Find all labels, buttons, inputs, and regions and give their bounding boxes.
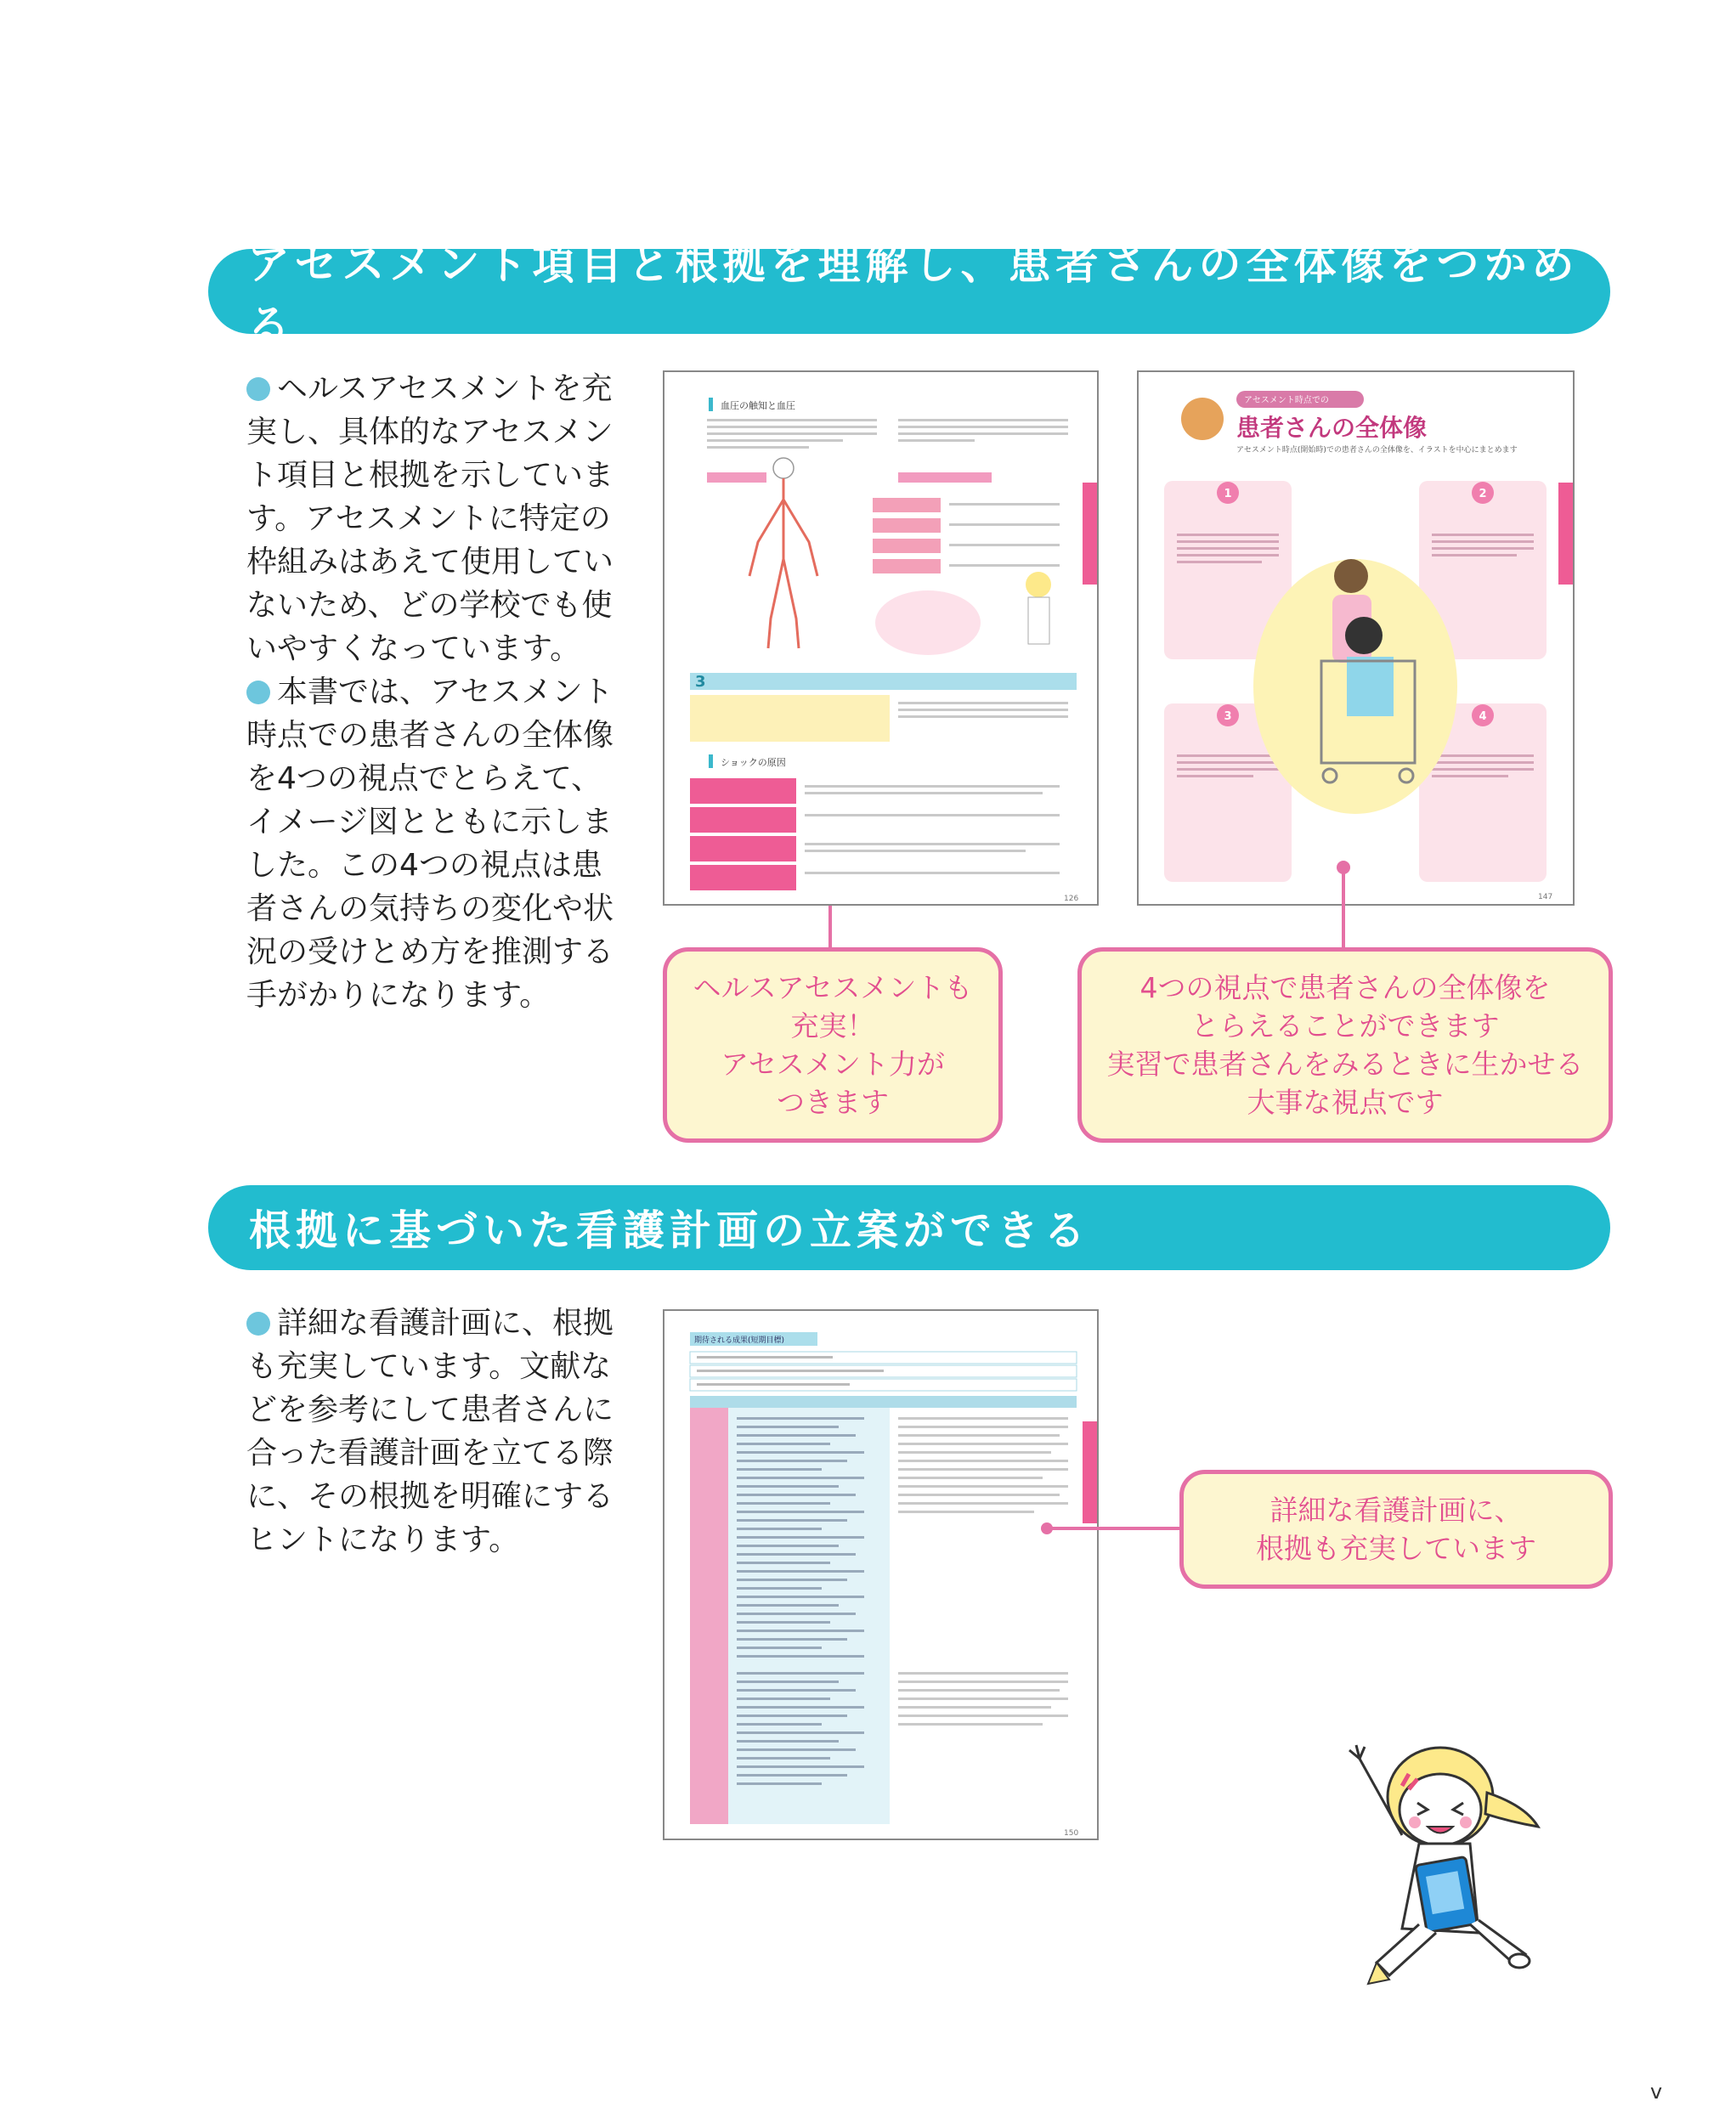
thumb3-heading: 期待される成果(短期目標)	[694, 1336, 785, 1345]
connector-line	[828, 906, 832, 948]
thumb1-heading2: ショックの原因	[721, 757, 786, 768]
page-thumbnail-care-plan	[663, 1309, 1099, 1840]
thumbnail-overall-drawing	[1139, 372, 1575, 906]
thumb2-view-4: 4	[1479, 710, 1487, 723]
thumb1-page-number: 126	[1064, 895, 1079, 903]
thumb2-label: アセスメント時点での	[1244, 396, 1329, 405]
connector-line	[1049, 1527, 1181, 1530]
callout-health-assessment: ヘルスアセスメントも 充実！ アセスメント力が つきます	[663, 947, 1003, 1143]
section2-banner	[208, 1185, 1610, 1270]
thumb2-title: 患者さんの全体像	[1236, 414, 1428, 442]
page-thumbnail-assessment	[663, 370, 1099, 906]
thumb2-page-number: 147	[1538, 893, 1553, 901]
section2-body	[246, 1302, 620, 1562]
thumb1-heading: 血圧の触知と血圧	[721, 400, 795, 411]
bullet-dot-icon	[246, 377, 270, 401]
callout-four-viewpoints: 4つの視点で患者さんの全体像を とらえることができます 実習で患者さんをみるときに生かせる 大事な視点です	[1077, 947, 1613, 1143]
section2-banner-text: 根拠に基づいた看護計画の立案ができる	[249, 1206, 1091, 1255]
section1-paragraph-1: ヘルスアセスメントを充実し、具体的なアセスメント項目と根拠を示しています。アセスメントに特定の枠組みはあえて使用していないため、どの学校でも使いやすくなっています。	[246, 371, 614, 666]
section2-paragraph: 詳細な看護計画に、根拠も充実しています。文献などを参考にして患者さんに合った看護計画を立てる際に、その根拠を明確にするヒントになります。	[246, 1306, 614, 1557]
callout-care-plan: 詳細な看護計画に、 根拠も充実しています	[1179, 1470, 1613, 1589]
bullet-dot-icon	[246, 681, 270, 704]
section1-body	[246, 367, 620, 1017]
thumb3-page-number: 150	[1064, 1829, 1079, 1838]
page-number: v	[1650, 2080, 1663, 2104]
section1-paragraph-2: 本書では、アセスメント時点での患者さんの全体像を4つの視点でとらえて、イメージ図とともに示しました。この4つの視点は患者さんの気持ちの変化や状況の受けとめ方を推測する手がかりになります。	[246, 675, 614, 1013]
nurse-character-illustration	[1343, 1708, 1597, 1997]
section1-banner	[208, 240, 1610, 350]
thumb1-section-no: 3	[695, 673, 706, 691]
page-thumbnail-overall-picture	[1137, 370, 1575, 906]
thumb2-view-1: 1	[1224, 488, 1232, 500]
connector-line	[1342, 871, 1345, 948]
section1-banner-text: アセスメント項目と根拠を理解し、患者さんの全体像をつかめる	[247, 240, 1580, 350]
thumb2-view-2: 2	[1479, 488, 1487, 500]
thumb2-subtitle: アセスメント時点(開始時)での患者さんの全体像を、イラストを中心にまとめます	[1236, 446, 1518, 455]
thumbnail-care-plan-drawing	[664, 1311, 1099, 1840]
thumb2-view-3: 3	[1224, 710, 1232, 723]
bullet-dot-icon	[246, 1312, 270, 1336]
thumbnail-assessment-drawing	[664, 372, 1099, 906]
